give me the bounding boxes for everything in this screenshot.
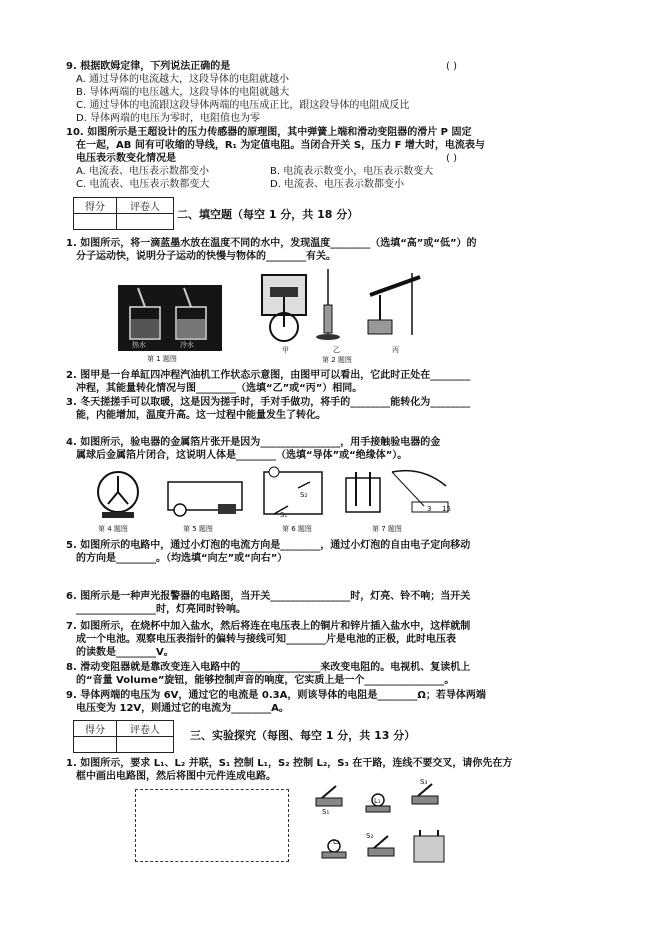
fig6-s2-label: S₂: [300, 491, 308, 499]
q9-stem: 9. 根据欧姆定律，下列说法正确的是: [66, 61, 231, 72]
section2-heading: 二、填空题（每空 1 分，共 18 分）: [177, 208, 359, 221]
fill9-line1: 9. 导体两端的电压为 6V，通过它的电流是 0.3A，则该导体的电阻是________Ω；若导体两端: [66, 690, 486, 701]
fig2-bing-label: 丙: [392, 346, 399, 354]
fill8-line1: 8. 滑动变阻器就是靠改变连入电路中的________________来改变电阻的。电视机、复读机上: [66, 662, 471, 673]
fig7-battery-voltmeter: [342, 462, 452, 522]
score-cell: [74, 737, 117, 753]
fill6-line1: 6. 图所示是一种声光报警器的电路图，当开关________________时，灯亮、铃不响；当开关: [66, 591, 471, 602]
fig6-caption: 第 6 题图: [282, 525, 312, 533]
fill4-line1: 4. 如图所示，验电器的金属箔片张开是因为________________，用手接触验电器的金: [66, 437, 441, 448]
q10-answer-paren: ( ): [446, 153, 457, 164]
fig4-electroscope: [88, 470, 148, 520]
fill7-line3: 的读数是________V。: [76, 647, 174, 658]
fig2-caption: 第 2 题图: [322, 356, 352, 364]
fig7-caption: 第 7 题图: [372, 525, 402, 533]
q10-line1: 10. 如图所示是王超设计的压力传感器的原理图，其中弹簧上端和滑动变阻器的滑片 P 固定: [66, 127, 472, 138]
part-s1-label: S₁: [322, 808, 330, 816]
fill7-line1: 7. 如图所示，在烧杯中加入盐水，然后将连在电压表上的铜片和锌片插入盐水中，这样就制: [66, 621, 471, 632]
fill5-line1: 5. 如图所示的电路中，通过小灯泡的电流方向是________，通过小灯泡的自由电子定向移动: [66, 540, 471, 551]
fig2-jia-label: 甲: [282, 346, 289, 354]
fig5-circuit: [160, 470, 250, 520]
exp1-line1: 1. 如图所示，要求 L₁、L₂ 并联，S₁ 控制 L₁，S₂ 控制 L₂，S₃ 在干路，连线不要交叉，请你先在方: [66, 758, 513, 769]
part-s3-label: S₃: [420, 778, 428, 786]
fig4-caption: 第 4 题图: [98, 525, 128, 533]
grader-label: 评卷人: [117, 721, 174, 737]
fill5-line2: 的方向是________。（均选填“向左”或“向右”）: [76, 553, 288, 564]
fig1-caption: 第 1 题图: [147, 355, 177, 363]
grader-cell: [117, 214, 174, 230]
q9-option-c: C. 通过导体的电流跟这段导体两端的电压成正比，跟这段导体的电阻成反比: [76, 100, 410, 111]
part-l2-label: L₂: [333, 838, 340, 846]
score-label: 得分: [74, 198, 117, 214]
q10-option-b: B. 电流表示数变小，电压表示数变大: [270, 166, 434, 177]
fig1-beakers-photo: [118, 285, 222, 351]
fill1-line2: 分子运动快，说明分子运动的快慢与物体的________有关。: [76, 251, 336, 262]
score-table-section3: [73, 720, 174, 753]
fill3-line2: 能，内能增加，温度升高。这一过程中能量发生了转化。: [76, 410, 326, 421]
fig6-alarm-circuit: [258, 466, 328, 520]
score-cell: [74, 214, 117, 230]
q10-option-d: D. 电流表、电压表示数都变小: [270, 179, 405, 190]
q9-option-a: A. 通过导体的电流越大，这段导体的电阻就越小: [76, 74, 290, 85]
part-l1-label: L₁: [374, 797, 381, 805]
fill7-line2: 成一个电池。观察电压表指针的偏转与接线可知________片是电池的正极，此时电压表: [76, 634, 456, 645]
fig7-terminal-15: 15: [442, 505, 451, 513]
fig1-cold-label: 冷水: [180, 341, 194, 349]
fill2-line1: 2. 图甲是一台单缸四冲程汽油机工作状态示意图，由图甲可以看出，它此时正处在________: [66, 370, 471, 381]
q10-option-a: A. 电流表、电压表示数都变小: [76, 166, 210, 177]
fill6-line2: ________________时，灯亮同时铃响。: [76, 604, 246, 615]
part-s2-label: S₂: [366, 832, 374, 840]
fig6-s1-label: S₁: [280, 511, 288, 519]
fig7-terminal-3: 3: [427, 505, 432, 513]
fill4-line2: 属球后金属箔片闭合，这说明人体是________（选填“导体”或“绝缘体”）。: [76, 450, 408, 461]
score-label: 得分: [74, 721, 117, 737]
fill2-line2: 冲程，其能量转化情况与图________（选填“乙”或“丙”）相同。: [76, 383, 363, 394]
q10-line3: 电压表示数变化情况是: [76, 153, 176, 164]
fill1-line1: 1. 如图所示，将一滴蓝墨水放在温度不同的水中，发现温度________（选填“高”或“低”）的: [66, 238, 477, 249]
fill9-line2: 电压变为 12V，则通过它的电流为________A。: [76, 703, 289, 714]
q9-option-b: B. 导体两端的电压越大，这段导体的电阻就越大: [76, 87, 290, 98]
q9-answer-paren: ( ): [446, 61, 457, 72]
exp1-line2: 框中画出电路图，然后将图中元件连成电路。: [76, 771, 276, 782]
fill3-line1: 3. 冬天搓搓手可以取暖，这是因为搓手时，手对手做功，将手的________能转化为________: [66, 397, 471, 408]
q10-line2: 在一起，AB 间有可收缩的导线，R₁ 为定值电阻。当闭合开关 S，压力 F 增大时，电流表与: [76, 140, 485, 151]
fig1-hot-label: 热水: [132, 341, 146, 349]
q9-option-d: D. 导体两端的电压为零时，电阻值也为零: [76, 113, 261, 124]
fig5-caption: 第 5 题图: [183, 525, 213, 533]
score-table-section2: [73, 197, 174, 230]
circuit-components: [312, 778, 462, 870]
fig2-yi-label: 乙: [333, 346, 340, 354]
fig2-diagrams: [250, 265, 450, 350]
circuit-drawing-box[interactable]: [135, 789, 289, 862]
section3-heading: 三、实验探究（每图、每空 1 分，共 13 分）: [190, 729, 416, 742]
grader-label: 评卷人: [117, 198, 174, 214]
q10-option-c: C. 电流表、电压表示数都变大: [76, 179, 210, 190]
fill8-line2: 的“音量 Volume”旋钮，能够控制声音的响度，它实质上是一个________________。: [76, 675, 455, 686]
grader-cell: [117, 737, 174, 753]
